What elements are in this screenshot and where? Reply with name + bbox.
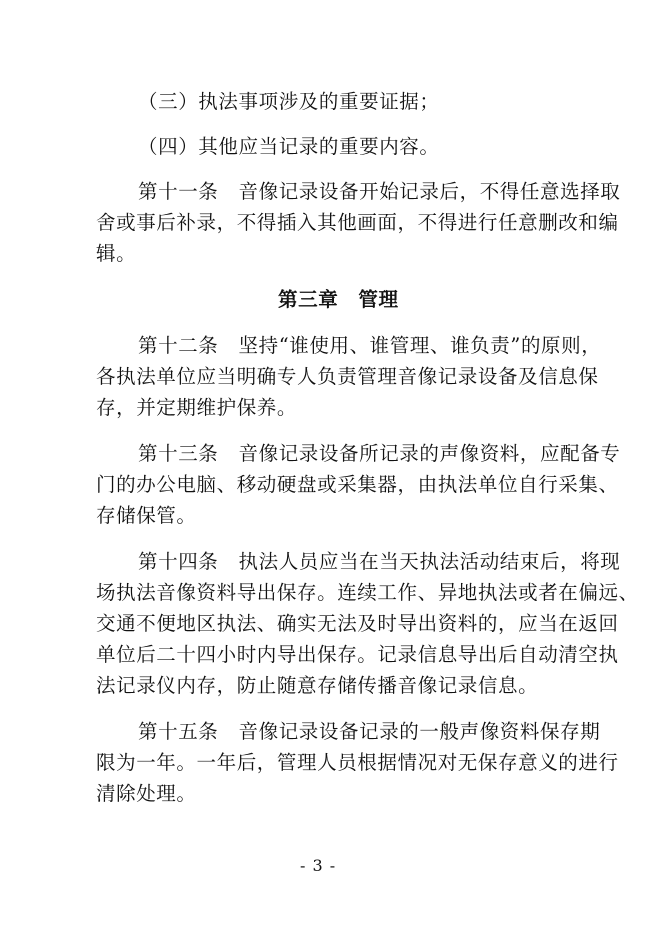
clause-item-3: （三）执法事项涉及的重要证据； [138, 90, 440, 113]
article-14-line-5: 法记录仪内存，防止随意存储传播音像记录信息。 [96, 674, 539, 697]
article-12-line-1: 第十二条 坚持“谁使用、谁管理、谁负责”的原则， [138, 334, 602, 357]
article-15-line-3: 清除处理。 [96, 782, 197, 805]
page-number: - 3 - [300, 856, 337, 875]
article-13-line-2: 门的办公电脑、移动硬盘或采集器，由执法单位自行采集、 [96, 473, 619, 496]
article-14-line-3: 交通不便地区执法、确实无法及时导出资料的，应当在返回 [96, 612, 619, 635]
article-13-line-1: 第十三条 音像记录设备所记录的声像资料，应配备专 [138, 442, 621, 465]
article-15-line-1: 第十五条 音像记录设备记录的一般声像资料保存期 [138, 720, 601, 743]
chapter-heading: 第三章 管理 [278, 288, 399, 311]
clause-item-4: （四）其他应当记录的重要内容。 [138, 135, 440, 158]
article-13-line-3: 存储保管。 [96, 504, 197, 527]
article-14-line-2: 场执法音像资料导出保存。连续工作、异地执法或者在偏远、 [96, 581, 639, 604]
article-12-line-2: 各执法单位应当明确专人负责管理音像记录设备及信息保 [96, 365, 599, 388]
article-14-line-4: 单位后二十四小时内导出保存。记录信息导出后自动清空执 [96, 643, 619, 666]
article-15-line-2: 限为一年。一年后，管理人员根据情况对无保存意义的进行 [96, 751, 619, 774]
article-11-line-2: 舍或事后补录，不得插入其他画面，不得进行任意删改和编 [96, 211, 619, 234]
article-14-line-1: 第十四条 执法人员应当在当天执法活动结束后，将现 [138, 550, 621, 573]
article-11-line-1: 第十一条 音像记录设备开始记录后，不得任意选择取 [138, 180, 621, 203]
article-11-line-3: 辑。 [96, 242, 137, 265]
article-12-line-3: 存，并定期维护保养。 [96, 396, 298, 419]
